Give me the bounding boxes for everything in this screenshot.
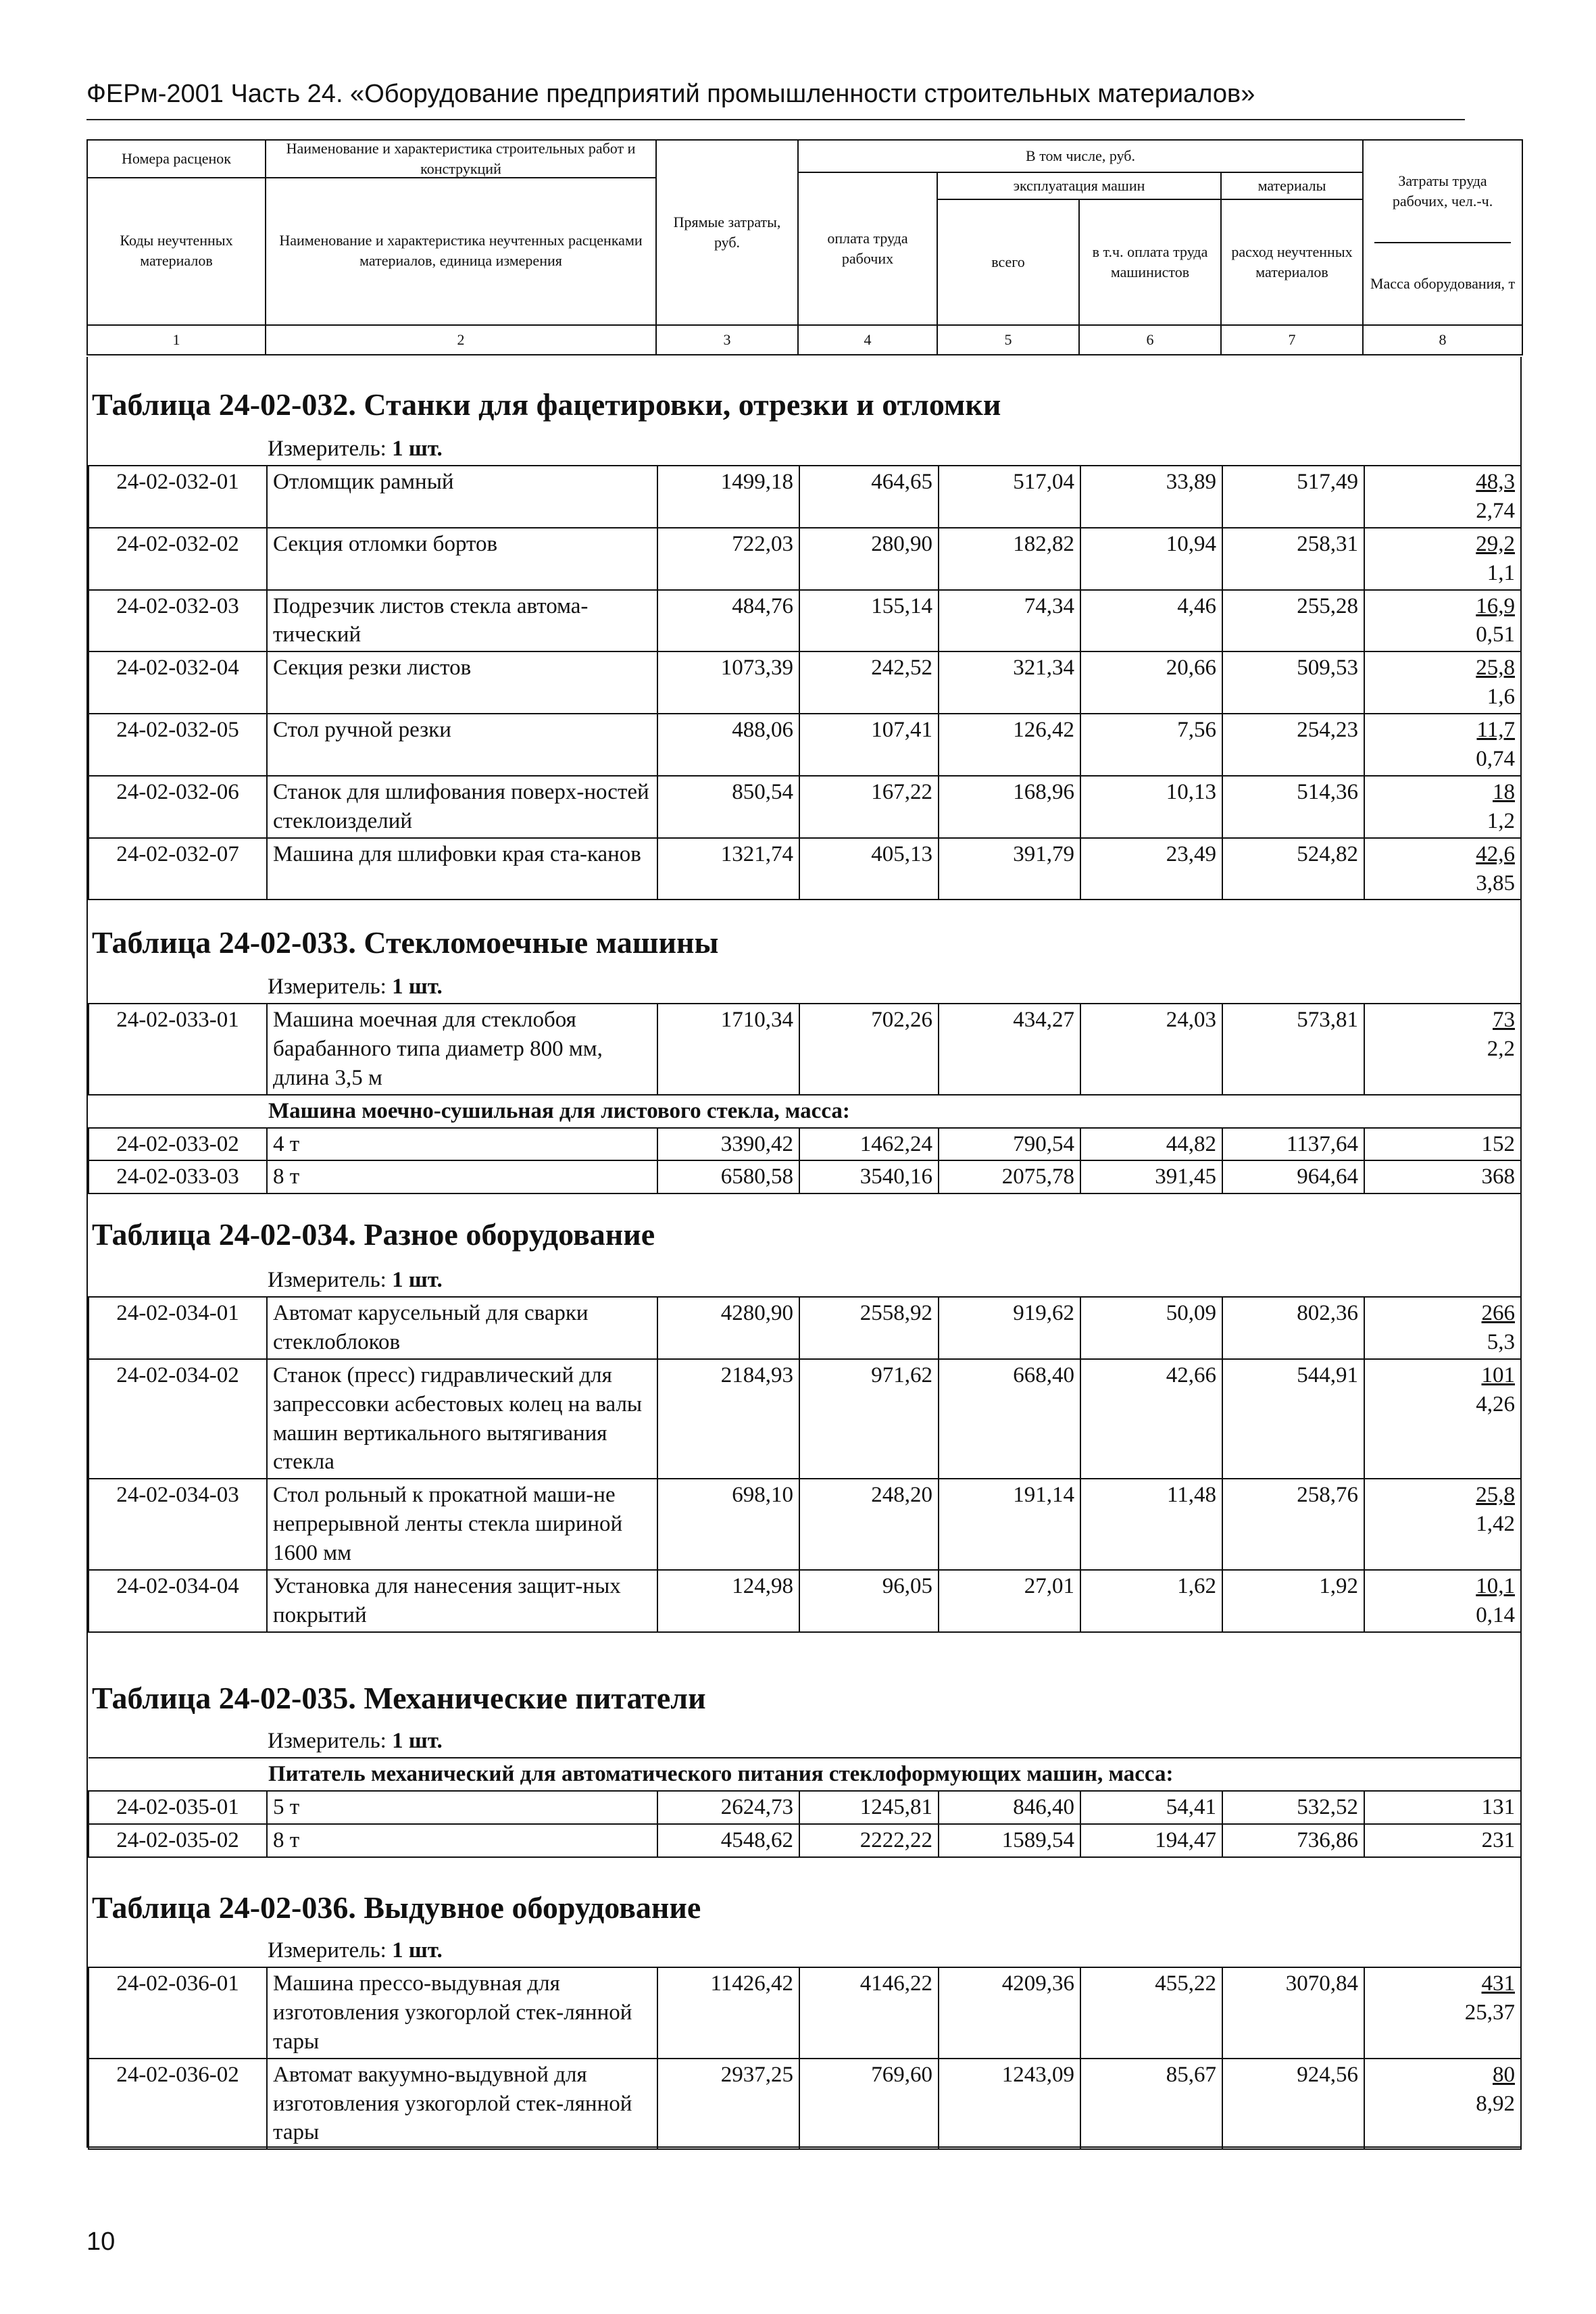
materials: 258,31 — [1222, 528, 1364, 590]
col-number: 1 — [87, 325, 266, 355]
rate-name: Машина прессо-выдувная для изготовления узкогорлой стек-лянной тары — [267, 1967, 657, 2059]
rate-code: 24-02-032-06 — [89, 776, 267, 838]
direct-cost: 6580,58 — [657, 1160, 799, 1193]
machines-total: 2075,78 — [939, 1160, 1080, 1193]
materials: 1,92 — [1222, 1570, 1364, 1632]
wages: 1462,24 — [799, 1128, 939, 1161]
direct-cost: 2624,73 — [657, 1791, 799, 1824]
table-row — [89, 1967, 1521, 2059]
wages: 464,65 — [799, 466, 939, 528]
rate-code: 24-02-032-01 — [89, 466, 267, 528]
measure-line: Измеритель: 1 шт. — [268, 975, 443, 999]
col-number: 5 — [937, 325, 1079, 355]
machinist-wages: 33,89 — [1080, 466, 1222, 528]
wages: 155,14 — [799, 590, 939, 652]
rate-code: 24-02-032-03 — [89, 590, 267, 652]
rates-table — [88, 1757, 1522, 1858]
wages: 2558,92 — [799, 1297, 939, 1359]
rate-code: 24-02-033-02 — [89, 1128, 267, 1161]
machines-total: 168,96 — [939, 776, 1080, 838]
col-number: 2 — [266, 325, 656, 355]
direct-cost: 698,10 — [657, 1479, 799, 1570]
machines-total: 919,62 — [939, 1297, 1080, 1359]
machinist-wages: 194,47 — [1080, 1824, 1222, 1857]
section-title: Таблица 24-02-032. Станки для фацетировки, отрезки и отломки — [92, 387, 1001, 422]
machines-total: 1243,09 — [939, 2059, 1080, 2150]
col7-header: расход неучтенных материалов — [1221, 199, 1363, 325]
materials: 802,36 — [1222, 1297, 1364, 1359]
mass: 152 — [1364, 1128, 1521, 1161]
table-row — [89, 651, 1521, 714]
table-row — [89, 714, 1521, 776]
rate-name: Секция резки листов — [267, 651, 657, 714]
table-row — [89, 590, 1521, 652]
col8-header: Затраты труда рабочих, чел.-ч. Масса оборудования, т — [1363, 140, 1522, 325]
machinist-wages: 54,41 — [1080, 1791, 1222, 1824]
rate-code: 24-02-034-02 — [89, 1359, 267, 1479]
rate-name: Секция отломки бортов — [267, 528, 657, 590]
included-header: В том числе, руб. — [798, 140, 1363, 172]
group-row — [89, 1095, 1521, 1128]
rate-code: 24-02-033-01 — [89, 1004, 267, 1095]
machines-total: 434,27 — [939, 1004, 1080, 1095]
rate-code: 24-02-035-02 — [89, 1824, 267, 1857]
machines-total: 668,40 — [939, 1359, 1080, 1479]
mass: 131 — [1364, 1791, 1521, 1824]
machines-total: 517,04 — [939, 466, 1080, 528]
labor-mass: 29,2 1,1 — [1364, 528, 1521, 590]
rate-name: Стол рольный к прокатной маши-не непрерывной ленты стекла шириной 1600 мм — [267, 1479, 657, 1570]
machines-total: 321,34 — [939, 651, 1080, 714]
wages: 3540,16 — [799, 1160, 939, 1193]
table-row — [89, 2059, 1521, 2150]
wages: 107,41 — [799, 714, 939, 776]
labor-mass: 266 5,3 — [1364, 1297, 1521, 1359]
group-label: Питатель механический для автоматического питания стеклоформующих машин, масса: — [89, 1758, 1521, 1791]
page-number: 10 — [86, 2227, 116, 2256]
rate-code: 24-02-036-01 — [89, 1967, 267, 2059]
table-row — [89, 1004, 1521, 1095]
wages: 96,05 — [799, 1570, 939, 1632]
machinist-wages: 10,13 — [1080, 776, 1222, 838]
materials: 924,56 — [1222, 2059, 1364, 2150]
machines-total: 1589,54 — [939, 1824, 1080, 1857]
rates-table — [88, 1967, 1522, 2150]
machines-total: 4209,36 — [939, 1967, 1080, 2059]
rate-code: 24-02-034-03 — [89, 1479, 267, 1570]
section-title: Таблица 24-02-033. Стекломоечные машины — [92, 925, 719, 960]
labor-mass: 431 25,37 — [1364, 1967, 1521, 2059]
materials: 532,52 — [1222, 1791, 1364, 1824]
rate-code: 24-02-033-03 — [89, 1160, 267, 1193]
column-header — [86, 139, 1522, 355]
labor-mass: 42,6 3,85 — [1364, 838, 1521, 900]
col1-header: Номера расценок Коды неучтенных материалов — [87, 140, 266, 325]
rate-name: 8 т — [267, 1824, 657, 1857]
table-row — [89, 1160, 1521, 1193]
materials: 258,76 — [1222, 1479, 1364, 1570]
direct-cost: 1710,34 — [657, 1004, 799, 1095]
col3-header: Прямые затраты, руб. — [656, 140, 798, 325]
rate-name: Автомат карусельный для сварки стеклоблоков — [267, 1297, 657, 1359]
labor-mass: 11,7 0,74 — [1364, 714, 1521, 776]
direct-cost: 484,76 — [657, 590, 799, 652]
rate-code: 24-02-032-04 — [89, 651, 267, 714]
col6-header: в т.ч. оплата труда машинистов — [1079, 199, 1221, 325]
rate-name: 5 т — [267, 1791, 657, 1824]
labor-mass: 18 1,2 — [1364, 776, 1521, 838]
col-number: 6 — [1079, 325, 1221, 355]
machinist-wages: 10,94 — [1080, 528, 1222, 590]
col-number: 7 — [1221, 325, 1363, 355]
rate-name: Отломщик рамный — [267, 466, 657, 528]
mass: 368 — [1364, 1160, 1521, 1193]
materials: 573,81 — [1222, 1004, 1364, 1095]
direct-cost: 124,98 — [657, 1570, 799, 1632]
direct-cost: 1499,18 — [657, 466, 799, 528]
rate-name: Станок (пресс) гидравлический для запрессовки асбестовых колец на валы машин вертикального вытягивания стекла — [267, 1359, 657, 1479]
header-rule — [86, 119, 1465, 120]
labor-mass: 16,9 0,51 — [1364, 590, 1521, 652]
rate-name: Стол ручной резки — [267, 714, 657, 776]
direct-cost: 1321,74 — [657, 838, 799, 900]
machinist-wages: 85,67 — [1080, 2059, 1222, 2150]
table-row — [89, 1570, 1521, 1632]
direct-cost: 850,54 — [657, 776, 799, 838]
measure-line: Измеритель: 1 шт. — [268, 1729, 443, 1753]
measure-line: Измеритель: 1 шт. — [268, 1268, 443, 1292]
direct-cost: 3390,42 — [657, 1128, 799, 1161]
rate-name: Установка для нанесения защит-ных покрытий — [267, 1570, 657, 1632]
table-row — [89, 1128, 1521, 1161]
table-body — [86, 357, 1522, 2148]
labor-mass: 48,3 2,74 — [1364, 466, 1521, 528]
wages: 242,52 — [799, 651, 939, 714]
direct-cost: 4280,90 — [657, 1297, 799, 1359]
table-row — [89, 528, 1521, 590]
col4-header: оплата труда рабочих — [798, 172, 937, 325]
col-number: 4 — [798, 325, 937, 355]
measure-line: Измеритель: 1 шт. — [268, 437, 443, 461]
rate-name: Машина для шлифовки края ста-канов — [267, 838, 657, 900]
machinist-wages: 1,62 — [1080, 1570, 1222, 1632]
section-title: Таблица 24-02-034. Разное оборудование — [92, 1217, 655, 1252]
rate-code: 24-02-034-01 — [89, 1297, 267, 1359]
direct-cost: 488,06 — [657, 714, 799, 776]
materials: 524,82 — [1222, 838, 1364, 900]
wages: 2222,22 — [799, 1824, 939, 1857]
machinist-wages: 7,56 — [1080, 714, 1222, 776]
machinist-wages: 455,22 — [1080, 1967, 1222, 2059]
wages: 4146,22 — [799, 1967, 939, 2059]
rate-name: Машина моечная для стеклобоя барабанного типа диаметр 800 мм, длина 3,5 м — [267, 1004, 657, 1095]
wages: 167,22 — [799, 776, 939, 838]
materials: 509,53 — [1222, 651, 1364, 714]
group-label: Машина моечно-сушильная для листового стекла, масса: — [89, 1095, 1521, 1128]
machines-header: эксплуатация машин — [937, 172, 1221, 199]
section-title: Таблица 24-02-035. Механические питатели — [92, 1681, 706, 1715]
rate-code: 24-02-035-01 — [89, 1791, 267, 1824]
rates-table — [88, 465, 1522, 900]
labor-mass: 80 8,92 — [1364, 2059, 1521, 2150]
direct-cost: 2184,93 — [657, 1359, 799, 1479]
table-row — [89, 838, 1521, 900]
wages: 702,26 — [799, 1004, 939, 1095]
table-row — [89, 1297, 1521, 1359]
machinist-wages: 42,66 — [1080, 1359, 1222, 1479]
table-row — [89, 466, 1521, 528]
rate-name: 4 т — [267, 1128, 657, 1161]
mass: 231 — [1364, 1824, 1521, 1857]
rate-name: Станок для шлифования поверх-ностей стеклоизделий — [267, 776, 657, 838]
wages: 405,13 — [799, 838, 939, 900]
machines-total: 182,82 — [939, 528, 1080, 590]
materials: 3070,84 — [1222, 1967, 1364, 2059]
rate-code: 24-02-032-05 — [89, 714, 267, 776]
materials: 254,23 — [1222, 714, 1364, 776]
wages: 248,20 — [799, 1479, 939, 1570]
labor-mass: 25,8 1,42 — [1364, 1479, 1521, 1570]
table-row — [89, 1824, 1521, 1857]
rate-name: Автомат вакуумно-выдувной для изготовления узкогорлой стек-лянной тары — [267, 2059, 657, 2150]
materials: 964,64 — [1222, 1160, 1364, 1193]
direct-cost: 722,03 — [657, 528, 799, 590]
machines-total: 74,34 — [939, 590, 1080, 652]
rate-code: 24-02-034-04 — [89, 1570, 267, 1632]
materials: 1137,64 — [1222, 1128, 1364, 1161]
labor-mass: 25,8 1,6 — [1364, 651, 1521, 714]
machines-total: 846,40 — [939, 1791, 1080, 1824]
machines-total: 126,42 — [939, 714, 1080, 776]
machines-total: 27,01 — [939, 1570, 1080, 1632]
wages: 1245,81 — [799, 1791, 939, 1824]
machinist-wages: 4,46 — [1080, 590, 1222, 652]
measure-line: Измеритель: 1 шт. — [268, 1938, 443, 1963]
labor-mass: 101 4,26 — [1364, 1359, 1521, 1479]
machinist-wages: 50,09 — [1080, 1297, 1222, 1359]
page-header: ФЕРм-2001 Часть 24. «Оборудование предприятий промышленности строительных материалов» — [86, 80, 1255, 108]
materials: 514,36 — [1222, 776, 1364, 838]
rate-code: 24-02-032-07 — [89, 838, 267, 900]
wages: 971,62 — [799, 1359, 939, 1479]
col-number: 3 — [656, 325, 798, 355]
machinist-wages: 20,66 — [1080, 651, 1222, 714]
machinist-wages: 44,82 — [1080, 1128, 1222, 1161]
machinist-wages: 23,49 — [1080, 838, 1222, 900]
col2-header: Наименование и характеристика строительных работ и конструкций Наименование и характеристика неучтенных расценками материалов, единица измерения — [266, 140, 656, 325]
rate-code: 24-02-036-02 — [89, 2059, 267, 2150]
rate-code: 24-02-032-02 — [89, 528, 267, 590]
materials: 736,86 — [1222, 1824, 1364, 1857]
direct-cost: 11426,42 — [657, 1967, 799, 2059]
direct-cost: 1073,39 — [657, 651, 799, 714]
rates-table — [88, 1003, 1522, 1194]
wages: 769,60 — [799, 2059, 939, 2150]
machinist-wages: 24,03 — [1080, 1004, 1222, 1095]
rate-name: 8 т — [267, 1160, 657, 1193]
materials-header: материалы — [1221, 172, 1363, 199]
rates-table — [88, 1296, 1522, 1633]
col5-header: всего — [937, 199, 1079, 325]
machines-total: 191,14 — [939, 1479, 1080, 1570]
labor-mass: 73 2,2 — [1364, 1004, 1521, 1095]
direct-cost: 2937,25 — [657, 2059, 799, 2150]
rate-name: Подрезчик листов стекла автома-тический — [267, 590, 657, 652]
materials: 517,49 — [1222, 466, 1364, 528]
materials: 255,28 — [1222, 590, 1364, 652]
machinist-wages: 11,48 — [1080, 1479, 1222, 1570]
materials: 544,91 — [1222, 1359, 1364, 1479]
machinist-wages: 391,45 — [1080, 1160, 1222, 1193]
wages: 280,90 — [799, 528, 939, 590]
table-row — [89, 1791, 1521, 1824]
machines-total: 790,54 — [939, 1128, 1080, 1161]
table-row — [89, 1359, 1521, 1479]
table-row — [89, 1479, 1521, 1570]
labor-mass: 10,1 0,14 — [1364, 1570, 1521, 1632]
table-row — [89, 776, 1521, 838]
machines-total: 391,79 — [939, 838, 1080, 900]
direct-cost: 4548,62 — [657, 1824, 799, 1857]
group-row — [89, 1758, 1521, 1791]
section-title: Таблица 24-02-036. Выдувное оборудование — [92, 1890, 701, 1925]
col-number: 8 — [1363, 325, 1522, 355]
